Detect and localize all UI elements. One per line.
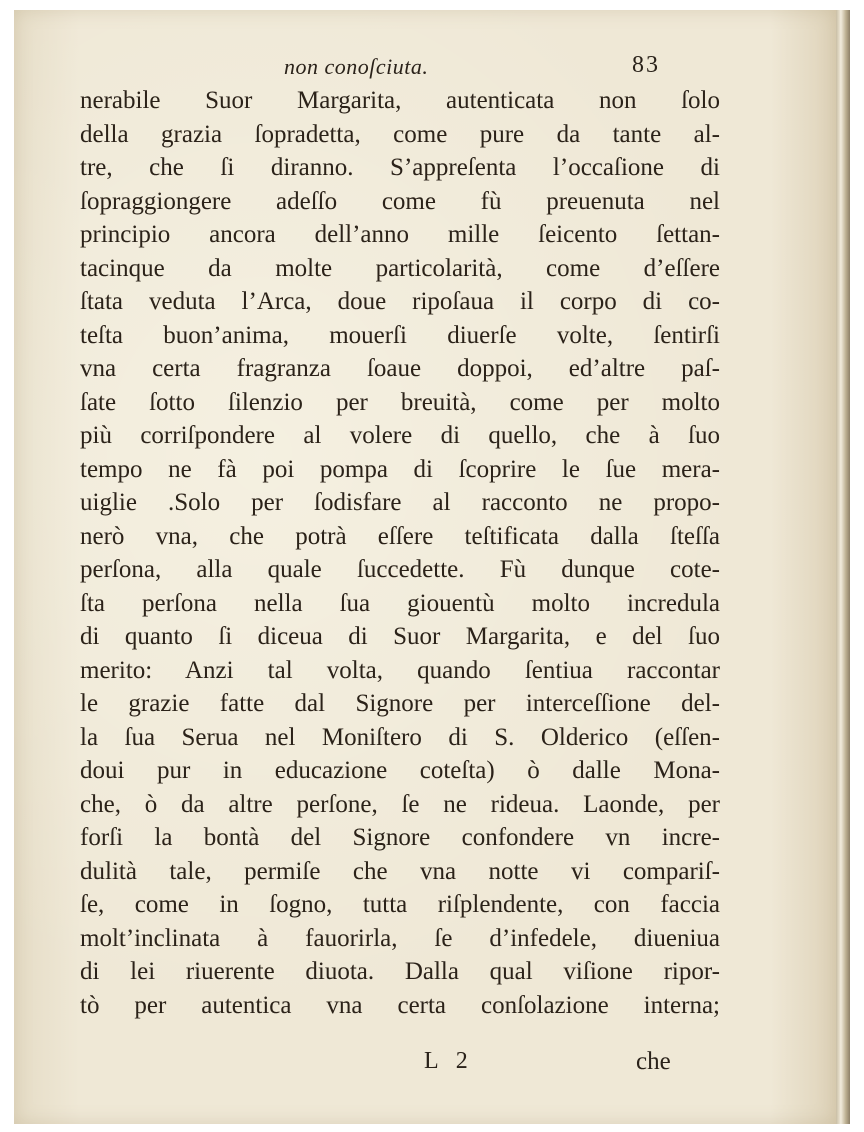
- text-line: forſi la bontà del Signore confondere vn incre-: [80, 824, 720, 851]
- text-line: perſona, alla quale ſuccedette. Fù dunque cote-: [80, 556, 720, 583]
- text-line: della grazia ſopradetta, come pure da tante al-: [80, 120, 720, 148]
- text-line: nerabile Suor Margarita, autenticata non ſolo: [80, 87, 720, 114]
- text-line: merito: Anzi tal volta, quando ſentiua raccontar: [80, 656, 720, 684]
- text-line: ſopraggiongere adeſſo come fù preuenuta nel: [80, 187, 720, 215]
- catch-line: [0, 1048, 864, 1082]
- signature-mark: L 2: [424, 1048, 474, 1074]
- text-line: principio ancora dell’anno mille ſeicento ſettan-: [80, 221, 720, 248]
- page-number: 83: [632, 52, 660, 78]
- text-line: le grazie fatte dal Signore per interceſſione del-: [80, 690, 720, 717]
- text-line: doui pur in educazione coteſta) ò dalle Mona-: [80, 757, 720, 784]
- text-line: di quanto ſi diceua di Suor Margarita, e del ſuo: [80, 623, 720, 650]
- text-line: di lei riuerente diuota. Dalla qual viſione ripor-: [80, 958, 720, 985]
- text-line: vna certa fragranza ſoaue doppoi, ed’altre paſ-: [80, 355, 720, 382]
- text-line: tempo ne fà poi pompa di ſcoprire le ſue mera-: [80, 455, 720, 483]
- text-line: ſate ſotto ſilenzio per breuità, come per molto: [80, 388, 720, 416]
- body-text: [80, 84, 720, 1022]
- text-line: la ſua Serua nel Moniſtero di S. Olderico (eſſen-: [80, 723, 720, 751]
- text-line: nerò vna, che potrà eſſere teſtificata dalla ſteſſa: [80, 522, 720, 550]
- text-line: molt’inclinata à fauorirla, ſe d’infedele, diueniua: [80, 924, 720, 952]
- catchword: che: [636, 1048, 671, 1075]
- text-line: tre, che ſi diranno. S’appreſenta l’occaſione di: [80, 154, 720, 181]
- text-line: ſtata veduta l’Arca, doue ripoſaua il corpo di co-: [80, 288, 720, 315]
- text-line: tacinque da molte particolarità, come d’eſſere: [80, 254, 720, 282]
- text-line: che, ò da altre perſone, ſe ne rideua. Laonde, per: [80, 790, 720, 818]
- running-title: non conoſciuta.: [284, 54, 429, 79]
- text-line: uiglie .Solo per ſodisfare al racconto ne propo-: [80, 489, 720, 516]
- text-line: teſta buon’anima, mouerſi diuerſe volte, ſentirſi: [80, 321, 720, 349]
- page-edge: [836, 10, 850, 1124]
- text-line: più corriſpondere al volere di quello, che à ſuo: [80, 422, 720, 449]
- text-line: dulità tale, permiſe che vna notte vi compariſ-: [80, 857, 720, 885]
- text-line: tò per autentica vna certa conſolazione interna;: [80, 991, 720, 1019]
- text-line: ſta perſona nella ſua giouentù molto incredula: [80, 589, 720, 617]
- running-head: [0, 50, 864, 84]
- text-line: ſe, come in ſogno, tutta riſplendente, con faccia: [80, 891, 720, 918]
